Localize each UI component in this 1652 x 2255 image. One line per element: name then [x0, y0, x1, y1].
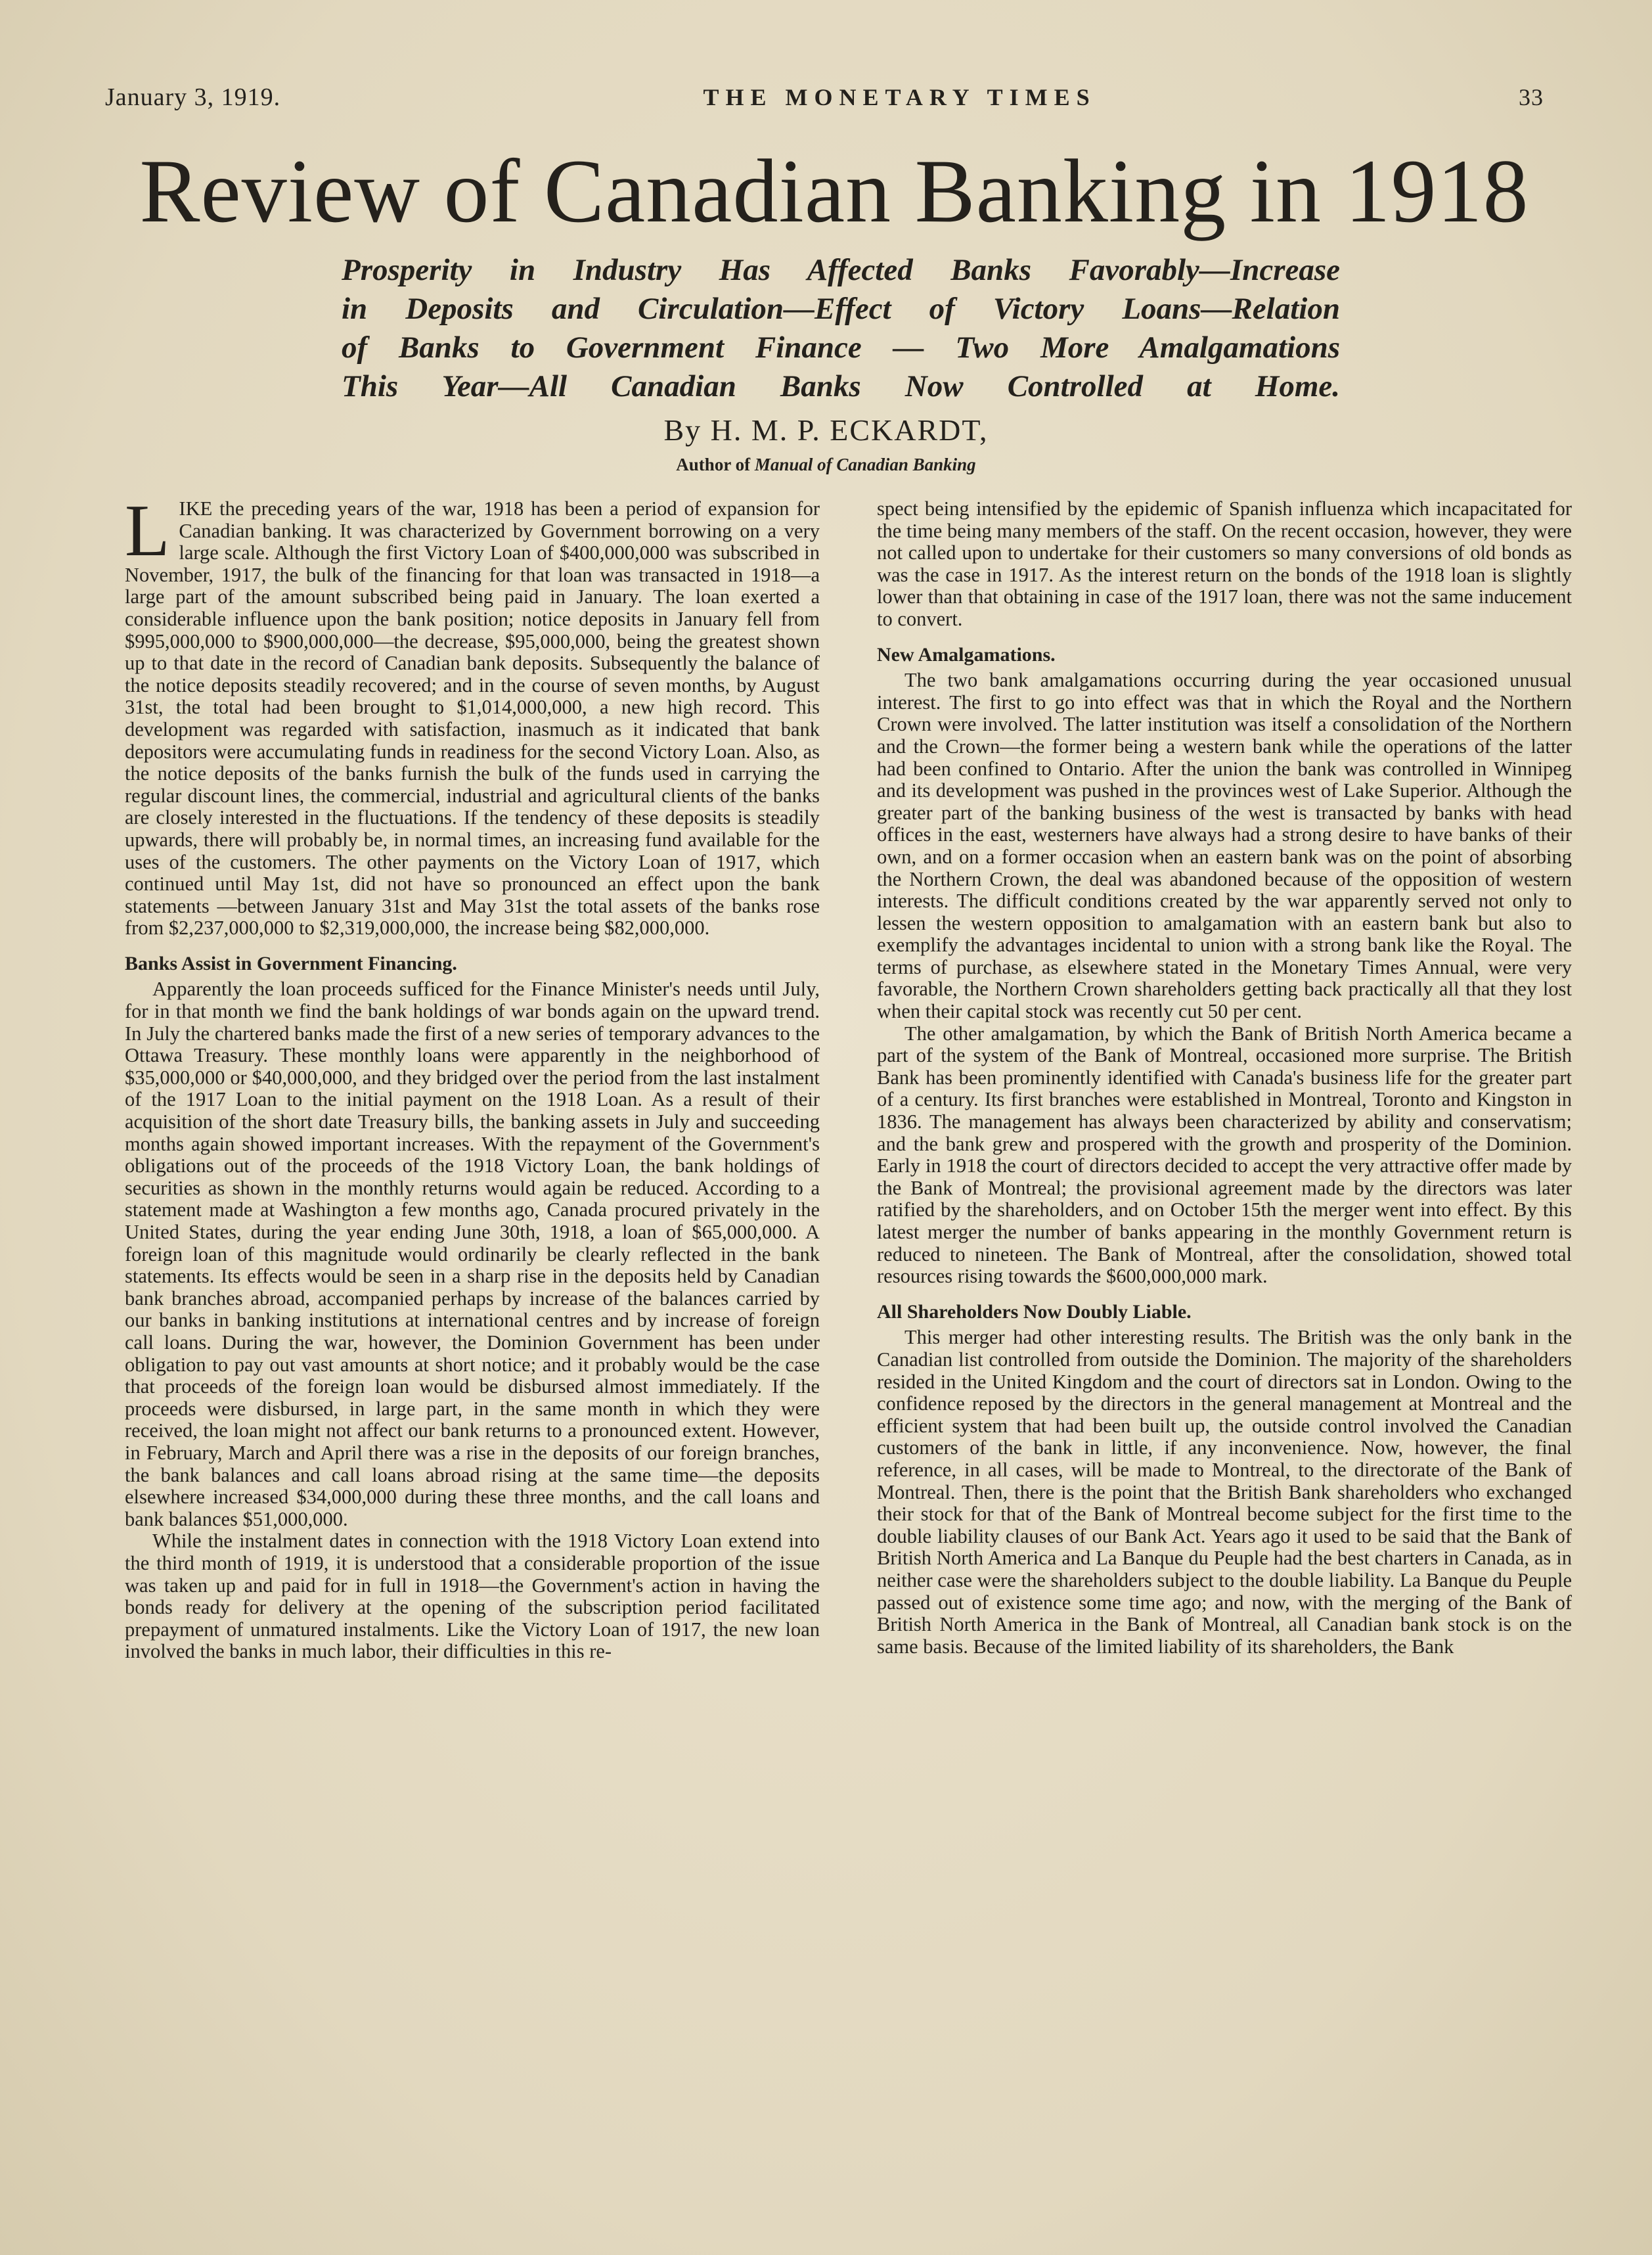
article-title: Review of Canadian Banking in 1918 [139, 141, 1529, 241]
author-note [0, 455, 1652, 475]
byline: By H. M. P. ECKARDT, [663, 413, 989, 447]
paragraph-text: IKE the preceding years of the war, 1918 has been a period of expansion for Canadian banking. It was characterized by Government borrowing on a very large scale. Although the first Victory Loan of $400,000,000 was subscribed in November, 1917, the bulk of the financing for that loan was transacted in 1918—a large part of the amount subscribed being paid in January. The loan exerted a considerable influence upon the bank position; notice deposits in January fell from $995,000,000 to $900,000,000—the decrease, $95,000,000, being the greatest shown up to that date in the record of Canadian bank deposits. Subsequently the balance of the notice deposits steadily recovered; and in the course of seven months, by August 31st, the total had been brought to $1,014,000,000, a new high record. This development was regarded with satisfaction, inasmuch as it indicated that bank depositors were accumulating funds in readiness for the second Victory Loan. Also, as the notice deposits of the banks furnish the bulk of the funds used in carrying the regular discount lines, the commercial, industrial and agricultural clients of the banks are closely interested in the fluctuations. If the tendency of these deposits is steadily upwards, there will probably be, in normal times, an increasing fund available for the uses of the customers. The other payments on the Victory Loan of 1917, which continued until May 1st, did not have so pronounced an effect upon the bank statements —between January 31st and May 31st the total assets of the banks rose from $2,237,000,000 to $2,319,000,000, the increase being $82,000,000. [125, 498, 820, 940]
article-subtitle [342, 251, 1340, 406]
section-heading: All Shareholders Now Doubly Liable. [877, 1300, 1192, 1323]
drop-cap: L [125, 498, 170, 572]
paragraph [125, 498, 820, 940]
author-note-prefix: Author of [676, 455, 751, 474]
paragraph: spect being intensified by the epidemic of Spanish influenza which incapacitated for the time being many members of the staff. On the recent occasion, however, they were not called upon to undertake for their customers so many conversions of old bonds as was the case in 1917. As the interest return on the bonds of the 1918 loan is slightly lower than that obtaining in case of the 1917 loan, there was not the same inducement to convert. [877, 498, 1572, 630]
right-column [877, 498, 1572, 2114]
page-number: 33 [1518, 84, 1544, 110]
subtitle-line: in Deposits and Circulation—Effect of Victory Loans—Relation [342, 292, 1340, 326]
subtitle-line: This Year—All Canadian Banks Now Controlled at Home. [342, 369, 1340, 403]
subtitle-line: Prosperity in Industry Has Affected Banks Favorably—Increase [342, 253, 1340, 287]
publication-name: THE MONETARY TIMES [703, 84, 1096, 110]
section-heading: New Amalgamations. [877, 643, 1056, 666]
subtitle-line: of Banks to Government Finance — Two More Amalgamations [342, 330, 1340, 365]
paragraph: While the instalment dates in connection with the 1918 Victory Loan extend into the third month of 1919, it is understood that a considerable proportion of the issue was taken up and paid for in full in 1918—the Government's action in having the bonds ready for delivery at the opening of the subscription period facilitated prepayment of unmatured instalments. Like the Victory Loan of 1917, the new loan involved the banks in much labor, their difficulties in this re- [125, 1530, 820, 1663]
author-book-title: Manual of Canadian Banking [754, 455, 976, 474]
left-column [125, 498, 820, 2114]
running-head [105, 78, 1544, 117]
issue-date: January 3, 1919. [105, 83, 281, 111]
paragraph: This merger had other interesting results. The British was the only bank in the Canadian list controlled from outside the Dominion. The majority of the shareholders resided in the United Kingdom and the court of directors sat in London. Owing to the confidence reposed by the directors in the general management at Montreal and the efficient system that had been built up, the outside control involved the Canadian customers of the bank in little, if any inconvenience. Now, however, the final reference, in all cases, will be made to Montreal, to the directorate of the Bank of Montreal. Then, there is the point that the British Bank shareholders who exchanged their stock for that of the Bank of Montreal become subject for the first time to the double liability clauses of our Bank Act. Years ago it used to be said that the Bank of British North America and La Banque du Peuple had the best charters in Canada, as in neither case were the shareholders subject to the double liability. La Banque du Peuple passed out of existence some time ago; and now, with the merging of the Bank of British North America in the Bank of Montreal, all Canadian bank stock is on the same basis. Because of the limited liability of its shareholders, the Bank [877, 1326, 1572, 1658]
paragraph: The two bank amalgamations occurring during the year occasioned unusual interest. The first to go into effect was that in which the Royal and the Northern Crown were involved. The latter institution was itself a consolidation of the Northern and the Crown—the former being a western bank while the operations of the latter had been confined to Ontario. After the union the bank was controlled in Winnipeg and its development was pushed in the provinces west of Lake Superior. Although the greater part of the banking business of the west is transacted by banks with head offices in the east, westerners have always had a strong desire to have banks of their own, and on a former occasion when an eastern bank was on the point of absorbing the Northern Crown, the deal was abandoned because of the opposition of western interests. The difficult conditions created by the war apparently served not only to lessen the western opposition to amalgamation with an eastern bank but also to exemplify the advantages incidental to union with a strong bank like the Royal. The terms of purchase, as elsewhere stated in the Monetary Times Annual, were very favorable, the Northern Crown shareholders getting back practically all that they lost when their capital stock was recently cut 50 per cent. [877, 669, 1572, 1023]
paragraph: Apparently the loan proceeds sufficed for the Finance Minister's needs until July, for in that month we find the bank holdings of war bonds again on the upward trend. In July the chartered banks made the first of a new series of temporary advances to the Ottawa Treasury. These monthly loans were apparently in the neighborhood of $35,000,000 or $40,000,000, and they bridged over the period from the last instalment of the 1917 Loan to the initial payment on the 1918 Loan. As a result of their acquisition of the short date Treasury bills, the banking assets in July and succeeding months again showed important increases. With the repayment of the Government's obligations out of the proceeds of the 1918 Victory Loan, the bank holdings of securities as shown in the monthly returns would again be reduced. According to a statement made at Washington a few months ago, Canada procured privately in the United States, during the year ending June 30th, 1918, a loan of $65,000,000. A foreign loan of this magnitude would ordinarily be clearly reflected in the bank statements. Its effects would be seen in a sharp rise in the deposits held by Canadian bank branches abroad, accompanied perhaps by increase of the balances carried by our banks in banking institutions at international centres and by increase of foreign call loans. During the war, however, the Dominion Government has been under obligation to pay out vast amounts at short notice; and it probably would be the case that proceeds of the foreign loan would be disbursed almost immediately. If the proceeds were disbursed, in large part, in the same month in which they were received, the loan might not affect our bank returns to a pronounced extent. However, in February, March and April there was a rise in the deposits of our foreign branches, the bank balances and call loans abroad rising at the same time—the deposits elsewhere increased $34,000,000 during these three months, and the call loans and bank balances $51,000,000. [125, 978, 820, 1530]
paragraph: The other amalgamation, by which the Bank of British North America became a part of the system of the Bank of Montreal, occasioned more surprise. The British Bank has been prominently identified with Canada's business life for the greater part of a century. Its first branches were established in Montreal, Toronto and Kingston in 1836. The management has always been characterized by ability and conservatism; and the bank grew and prospered with the growth and prosperity of the Dominion. Early in 1918 the court of directors decided to accept the very attractive offer made by the Bank of Montreal; the provisional agreement made by the directors was later ratified by the shareholders, and on October 15th the merger went into effect. By this latest merger the number of banks appearing in the monthly Government return is reduced to nineteen. The Bank of Montreal, after the consolidation, showed total resources rising towards the $600,000,000 mark. [877, 1022, 1572, 1288]
section-heading: Banks Assist in Government Financing. [125, 952, 457, 974]
